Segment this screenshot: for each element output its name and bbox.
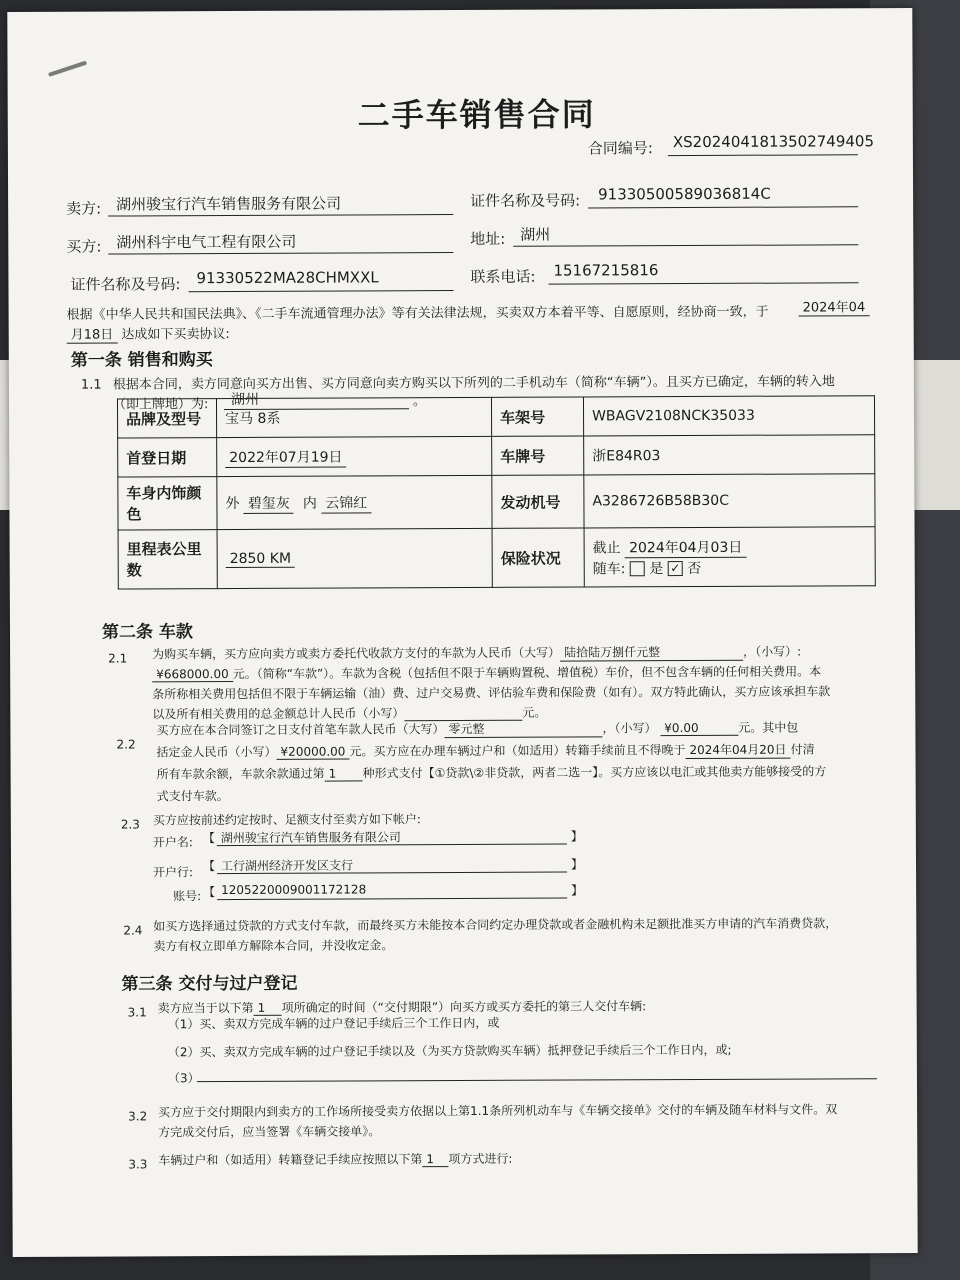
- plate-label: 车牌号: [492, 436, 584, 475]
- contract-no-value: XS20240418135027494​05: [672, 132, 875, 152]
- insurance-with-car-row: [593, 557, 867, 578]
- clause-2-2-text-e: 元。买方应在办理车辆过户和（如适用）转籍手续前且不得晚于: [349, 743, 686, 759]
- preamble-text-2: 达成如下买卖协议:: [121, 327, 230, 343]
- payment-deadline-value: 2024年04月20日: [685, 741, 790, 759]
- clause-2-1-text-d: 元。（简称“车款”）。车款为含税（包括但不限于车辆购置税、增值税）车价，但不包含车辆的任何相关费用。本: [232, 664, 822, 682]
- clause-3-2-line-2: 方完成交付后，应当签署《车辆交接单》。: [158, 1124, 381, 1140]
- clause-2-4-number: 2.4: [123, 923, 143, 938]
- clause-3-1-option-1: （1）买、卖双方完成车辆的过户登记手续后三个工作日内，或: [167, 1015, 500, 1032]
- contract-no-label: 合同编号:: [587, 139, 653, 158]
- bank-account-value: 1205220009001172128: [221, 882, 367, 898]
- bank-account-bracket-close: 】: [571, 883, 584, 898]
- bank-account-underline: [217, 898, 567, 901]
- vehicle-info-table: [117, 395, 876, 589]
- seller-value: 湖州骏宝行汽车销售服务有限公司: [116, 194, 342, 214]
- color-cell: [217, 475, 492, 529]
- seller-id-value: 91330500589036814C: [598, 184, 771, 204]
- exterior-prefix: 外: [225, 495, 240, 512]
- agreement-date-part-b: 月18日: [67, 324, 118, 344]
- transfer-place-value: 湖州: [230, 391, 260, 409]
- bank-branch-value: 工行湖州经济开发区支行: [220, 858, 354, 874]
- bank-name-value: 湖州骏宝行汽车销售服务有限公司: [220, 830, 401, 846]
- agreement-date-part-a: 2024年04: [799, 296, 870, 316]
- buyer-label: 买方:: [66, 237, 102, 256]
- first-reg-label: 首登日期: [118, 438, 217, 477]
- clause-2-2-text-b: ，（小写）: [602, 721, 657, 736]
- clause-3-1-text-a: 卖方应当于以下第: [157, 1000, 254, 1016]
- clause-3-3-text-b: 项方式进行:: [448, 1151, 513, 1167]
- clause-3-1-option-3: （3）: [167, 1071, 200, 1086]
- brand-label: 品牌及型号: [117, 399, 216, 438]
- bank-branch-bracket: 【: [202, 859, 216, 874]
- contract-page: [7, 8, 917, 1257]
- address-underline: [513, 244, 858, 247]
- clause-2-3-number: 2.3: [120, 817, 140, 832]
- brand-value: 宝马 8系: [216, 397, 491, 437]
- vin-label: 车架号: [491, 397, 583, 436]
- document-title: 二手车销售合同: [357, 95, 596, 135]
- clause-2-1-line-3: 条所称相关费用包括但不限于车辆运输（油）费、过户交易费、评估验车费和保险费（如有）。双方特此确认，买方应该承担车款: [152, 684, 831, 702]
- engine-value: A3286726B58B30C: [584, 474, 875, 528]
- table-row: [118, 527, 875, 589]
- article-3-heading: 第三条 交付与过户登记: [121, 973, 298, 995]
- bank-name-bracket-close: 】: [570, 829, 583, 844]
- transfer-place-period: 。: [412, 394, 427, 410]
- seller-id-label: 证件名称及号码:: [470, 191, 581, 210]
- mileage-label: 里程表公里数: [118, 530, 217, 589]
- clause-3-2-line-1: 买方应于交付期限内到卖方的工作场所接受卖方依据以上第1.1条所列机动车与《车辆交接单》交付的车辆及随车材料与文件。双: [158, 1102, 838, 1120]
- buyer-value: 湖州科宇电气工程有限公司: [116, 232, 297, 252]
- table-row: [118, 435, 875, 477]
- insurance-until-value: 2024年04月03日: [625, 536, 746, 558]
- price-upper-value: 陆拾陆万捌仟元整: [560, 643, 743, 662]
- price-lower-value: ¥668000.00: [152, 667, 233, 682]
- clause-2-2-text-a: 买方应在本合同签订之日支付首笔车款人民币（大写）: [156, 722, 445, 738]
- buyer-id-label: 证件名称及号码:: [70, 275, 181, 294]
- address-label: 地址:: [470, 229, 506, 248]
- bank-branch-label: 开户行:: [153, 865, 194, 880]
- first-reg-cell: [217, 436, 492, 476]
- clause-2-1-text-g: 元。: [522, 705, 547, 720]
- bank-account-bracket: 【: [203, 885, 216, 900]
- clause-3-2-number: 3.2: [128, 1109, 148, 1124]
- seller-label: 卖方:: [66, 199, 102, 218]
- yes-label: 是: [649, 560, 664, 577]
- article-2-heading: 第二条 车款: [101, 622, 193, 643]
- bank-name-bracket: 【: [202, 831, 215, 846]
- clause-2-1-line-1: [152, 643, 801, 664]
- clause-2-1-text-a: 为购买车辆，买方应向卖方或卖方委托代收款方支付的车款为人民币（大写）: [152, 645, 561, 662]
- bank-branch-bracket-close: 】: [570, 857, 584, 872]
- first-payment-lower-value: ¥0.00: [660, 721, 738, 736]
- clause-2-2-text-f: 付清: [790, 742, 815, 757]
- phone-label: 联系电话:: [470, 267, 536, 286]
- pen-mark: [48, 61, 87, 77]
- phone-underline: [548, 282, 858, 284]
- clause-2-2-text-c: 元。其中包: [738, 720, 799, 735]
- contract-no-underline: [668, 154, 858, 156]
- color-label: 车身内饰颜色: [118, 477, 217, 530]
- seller-id-underline: [588, 206, 858, 208]
- no-label: 否: [687, 560, 702, 577]
- insurance-label: 保险状况: [492, 528, 584, 587]
- transfer-choice-value: 1: [422, 1152, 448, 1167]
- clause-2-1-number: 2.1: [108, 651, 128, 666]
- clause-3-1-text-b: 项所确定的时间（“交付期限”）向买方或买方委托的第三人交付车辆:: [281, 999, 647, 1015]
- first-payment-upper-value: 零元整: [444, 719, 602, 738]
- clause-2-2-line-4: 式支付车款。: [156, 789, 229, 804]
- table-row: [118, 474, 875, 530]
- mileage-value: 2850 KM: [226, 550, 295, 567]
- buyer-id-value: 91330522MA28CHMXXL: [196, 268, 379, 288]
- buyer-id-underline: [189, 290, 454, 292]
- checkbox-yes[interactable]: [630, 561, 645, 576]
- clause-3-3-line-1: [158, 1150, 512, 1169]
- delivery-choice-value: 1: [254, 1001, 282, 1016]
- insurance-until-row: [593, 536, 867, 558]
- preamble-line-2: [67, 323, 230, 344]
- clause-2-1-text-f: 以及所有相关费用的总金额总计人民币（小写）: [152, 706, 405, 722]
- payment-method-value: 1: [325, 766, 363, 781]
- interior-color-value: 云锦红: [321, 492, 371, 513]
- checkbox-no-checked-icon[interactable]: ✓: [668, 561, 683, 576]
- article-1-heading: 第一条 销售和购买: [70, 350, 213, 371]
- address-value: 湖州: [520, 225, 551, 244]
- clause-1-1-text: 根据本合同，卖方同意向买方出售、买方同意向卖方购买以下所列的二手机动车（简称“车辆”）。且买方已确定，车辆的转入地: [112, 374, 835, 393]
- insurance-with-car-label: 随车:: [592, 560, 626, 577]
- deposit-value: ¥20000.00: [277, 744, 350, 759]
- plate-value: 浙E84R03: [584, 435, 875, 475]
- insurance-until-label: 截止: [592, 539, 621, 556]
- insurance-cell: [584, 527, 875, 587]
- option-3-underline: [197, 1078, 877, 1082]
- clause-3-1-option-2: （2）买、卖双方完成车辆的过户登记手续以及（为买方贷款购买车辆）抵押登记手续后三个工作日内，或;: [167, 1042, 732, 1060]
- first-reg-value: 2022年07月19日: [225, 446, 346, 468]
- phone-value: 15167215816: [553, 261, 659, 280]
- exterior-color-value: 碧玺灰: [244, 492, 294, 513]
- clause-2-2-line-2: [156, 740, 814, 761]
- clause-2-2-text-g: 所有车款余额，车款余款通过第: [156, 766, 325, 782]
- clause-2-4-line-2: 卖方有权立即单方解除本合同，并没收定金。: [153, 938, 394, 954]
- clause-2-4-line-1: 如买方选择通过贷款的方式支付车款，而最终买方未能按本合同约定办理贷款或者金融机构未足额批准买方申请的汽车消费贷款，: [153, 916, 838, 934]
- mileage-cell: [217, 528, 492, 588]
- clause-2-2-line-3: [157, 762, 827, 782]
- preamble-line-1: [67, 301, 769, 323]
- preamble-text: 根据《中华人民共和国民法典》、《二手车流通管理办法》等有关法律法规，买卖双方本着平等、自愿原则，经协商一致，于: [66, 304, 769, 323]
- clause-2-2-text-h: 种形式支付【①贷款\②非贷款，两者二选一】。买方应该以电汇或其他卖方能够接受的方: [362, 764, 827, 781]
- clause-2-2-text-d: 括定金人民币（小写）: [156, 744, 277, 760]
- clause-1-1-text-2: （即上牌地）为:: [112, 397, 209, 413]
- clause-2-1-line-2: [152, 662, 821, 682]
- buyer-underline: [108, 252, 453, 255]
- bank-account-label: 账号:: [173, 889, 202, 904]
- clause-2-3-text: 买方应按前述约定按时、足额支付至卖方如下帐户:: [152, 812, 421, 828]
- seller-underline: [108, 214, 453, 217]
- clause-2-2-number: 2.2: [116, 737, 136, 752]
- clause-3-1-number: 3.1: [127, 1005, 147, 1020]
- table-row: [117, 396, 874, 438]
- vin-value: WBAGV2108NCK35033: [583, 396, 874, 436]
- clause-2-1-text-b: ，（小写）:: [743, 644, 802, 659]
- bank-name-label: 开户名:: [152, 835, 193, 850]
- engine-label: 发动机号: [492, 475, 584, 528]
- clause-3-3-number: 3.3: [128, 1157, 148, 1172]
- clause-3-3-text-a: 车辆过户和（如适用）转籍登记手续应按照以下第: [158, 1152, 423, 1168]
- interior-prefix: 内: [302, 495, 317, 512]
- clause-1-1-number: 1.1: [80, 377, 102, 393]
- preamble-date-a: [799, 296, 870, 316]
- clause-2-2-line-1: [156, 719, 798, 740]
